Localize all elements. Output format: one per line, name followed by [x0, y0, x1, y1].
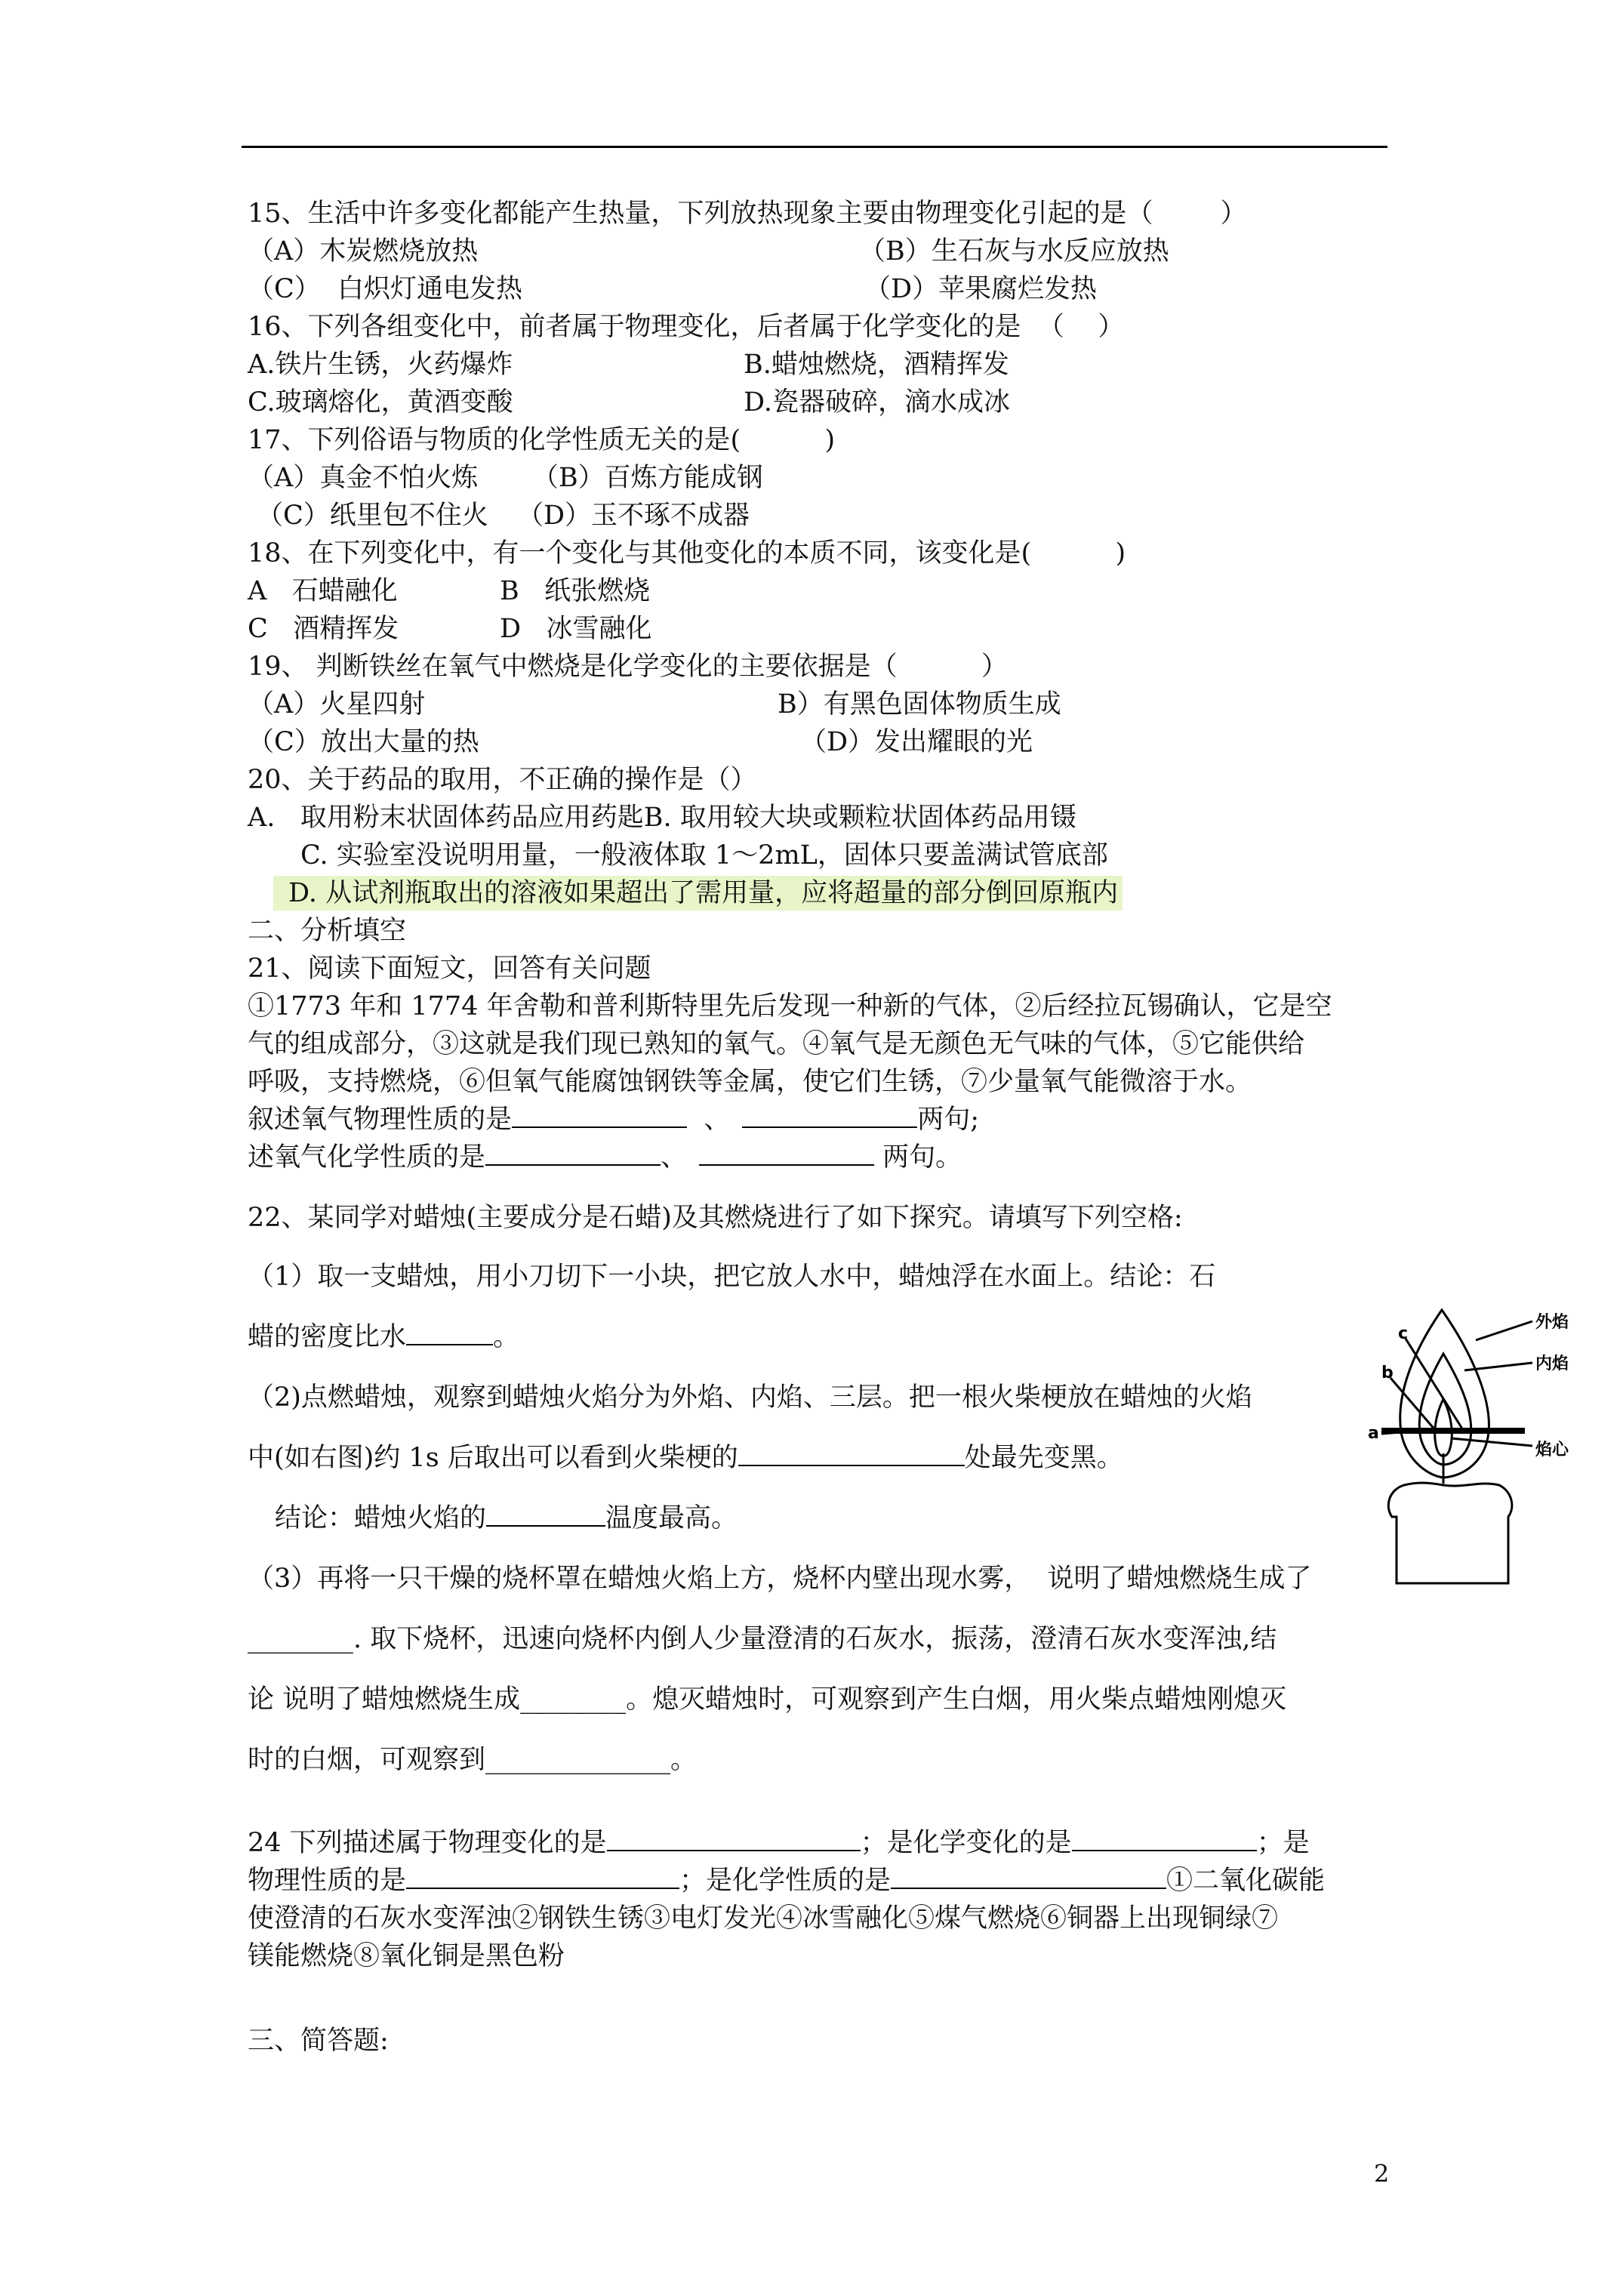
section-3-title: 三、简答题:: [248, 2026, 389, 2056]
q22-step2-line2: 中(如右图)约 1s 后取出可以看到火柴梗的 处最先变黑。: [248, 1441, 1123, 1475]
q21-passage-line-2: 气的组成部分，③这就是我们现已熟知的氧气。④氧气是无颜色无气味的气体，⑤它能供给: [248, 1029, 1305, 1059]
q16-option-c: C.玻璃熔化，黄酒变酸: [248, 387, 513, 418]
answer-blank[interactable]: [738, 1441, 965, 1466]
q22-stem: 22、某同学对蜡烛(主要成分是石蜡)及其燃烧进行了如下探究。请填写下列空格:: [248, 1203, 1183, 1233]
label-b: b: [1381, 1364, 1394, 1382]
q17-option-d: （D）玉不琢不成器: [517, 501, 750, 531]
answer-blank[interactable]: [607, 1826, 861, 1851]
q19-option-d: （D）发出耀眼的光: [800, 727, 1033, 757]
leader-b: [1390, 1378, 1436, 1431]
q22-step3-line2: ________. 取下烧杯，迅速向烧杯内倒人少量澄清的石灰水，振荡，澄清石灰水变浑浊,结: [248, 1624, 1277, 1654]
answer-blank[interactable]: [406, 1863, 679, 1889]
q18-option-c: C 酒精挥发: [248, 614, 399, 644]
matchstick: [1381, 1428, 1525, 1434]
label-outer-flame: 外焰: [1535, 1313, 1569, 1332]
q22-step3-line3: 论 说明了蜡烛燃烧生成________。熄灭蜡烛时，可观察到产生白烟，用火柴点蜡烛刚熄灭: [248, 1684, 1287, 1715]
q15-option-c: （C） 白炽灯通电发热: [248, 274, 523, 304]
candle-body: [1388, 1483, 1512, 1583]
q20-option-ab: A. 取用粉末状固体药品应用药匙B. 取用较大块或颗粒状固体药品用镊: [248, 803, 1076, 833]
q15-option-a: （A）木炭燃烧放热: [248, 236, 479, 267]
q18-option-a: A 石蜡融化: [248, 576, 398, 606]
answer-blank[interactable]: [512, 1102, 687, 1128]
q24-line-4: 镁能燃烧⑧氧化铜是黑色粉: [248, 1941, 565, 1971]
q22-step1-line2: 蜡的密度比水 。: [248, 1320, 519, 1354]
q15-option-b: （B）生石灰与水反应放热: [859, 236, 1169, 267]
outer-flame-outline: [1400, 1310, 1489, 1478]
q21-fill-chemical: 述氧气化学性质的是 、 两句。: [248, 1140, 962, 1175]
q21-passage-line-3: 呼吸，支持燃烧，⑥但氧气能腐蚀钢铁等金属，使它们生锈，⑦少量氧气能微溶于水。: [248, 1067, 1252, 1097]
answer-blank[interactable]: [486, 1501, 605, 1527]
q24-line-2: 物理性质的是 ；是化学性质的是 ①二氧化碳能: [248, 1863, 1325, 1898]
answer-blank[interactable]: [891, 1863, 1166, 1889]
leader-c: [1406, 1339, 1464, 1432]
label-c: c: [1398, 1324, 1409, 1343]
candle-flame-figure: [1351, 1257, 1608, 1589]
q22-step2-conclusion: 结论：蜡烛火焰的 温度最高。: [275, 1501, 738, 1536]
q16-stem: 16、下列各组变化中，前者属于物理变化，后者属于化学变化的是 （ ）: [248, 312, 1125, 342]
q17-option-c: （C）纸里包不住火: [257, 501, 488, 531]
answer-blank[interactable]: [699, 1140, 874, 1166]
q24-line-3: 使澄清的石灰水变浑浊②钢铁生锈③电灯发光④冰雪融化⑤煤气燃烧⑥铜器上出现铜绿⑦: [248, 1903, 1279, 1934]
q22-step3-line1: （3）再将一只干燥的烧杯罩在蜡烛火焰上方，烧杯内壁出现水雾， 说明了蜡烛燃烧生成了: [248, 1564, 1312, 1594]
q15-stem: 15、生活中许多变化都能产生热量，下列放热现象主要由物理变化引起的是（ ）: [248, 199, 1247, 229]
inner-flame-outline: [1419, 1354, 1471, 1465]
label-inner-flame: 内焰: [1535, 1354, 1569, 1373]
q20-option-d: D. 从试剂瓶取出的溶液如果超出了需用量，应将超量的部分倒回原瓶内: [273, 876, 1123, 911]
q18-option-b: B 纸张燃烧: [500, 576, 651, 606]
page-number: 2: [1374, 2159, 1390, 2188]
q17-option-a: （A）真金不怕火炼: [248, 463, 479, 493]
answer-blank[interactable]: [742, 1102, 917, 1128]
answer-blank[interactable]: [485, 1140, 661, 1166]
q19-stem: 19、 判断铁丝在氧气中燃烧是化学变化的主要依据是（ ）: [248, 652, 1008, 682]
q19-option-a: （A）火星四射: [248, 689, 426, 720]
q20-option-c: C. 实验室没说明用量，一般液体取 1～2mL，固体只要盖满试管底部: [300, 840, 1108, 871]
q22-step3-line4: 时的白烟，可观察到______________。: [248, 1745, 698, 1775]
answer-blank[interactable]: [1072, 1826, 1257, 1851]
section-2-title: 二、分析填空: [248, 916, 407, 946]
q16-option-d: D.瓷器破碎，滴水成冰: [744, 387, 1010, 418]
header-rule: [242, 146, 1387, 148]
q24-line-1: 24 下列描述属于物理变化的是 ；是化学变化的是 ；是: [248, 1826, 1310, 1860]
label-a: a: [1368, 1424, 1379, 1443]
q21-passage-line-1: ①1773 年和 1774 年舍勒和普利斯特里先后发现一种新的气体，②后经拉瓦锡确认，它是空: [248, 991, 1332, 1022]
q18-option-d: D 冰雪融化: [500, 614, 652, 644]
q21-fill-physical: 叙述氧气物理性质的是 、 两句;: [248, 1102, 979, 1137]
q19-option-b: B）有黑色固体物质生成: [778, 689, 1061, 720]
leader-core: [1451, 1438, 1532, 1446]
label-flame-core: 焰心: [1535, 1441, 1569, 1459]
q17-option-b: （B）百炼方能成钢: [532, 463, 763, 493]
q16-option-b: B.蜡烛燃烧，酒精挥发: [744, 350, 1009, 380]
q19-option-c: （C）放出大量的热: [248, 727, 479, 757]
q16-option-a: A.铁片生锈，火药爆炸: [248, 350, 513, 380]
answer-blank[interactable]: [406, 1320, 493, 1345]
q17-stem: 17、下列俗语与物质的化学性质无关的是( ): [248, 425, 836, 455]
q15-option-d: （D）苹果腐烂发热: [864, 274, 1098, 304]
q22-step1-line1: （1）取一支蜡烛，用小刀切下一小块，把它放人水中，蜡烛浮在水面上。结论：石: [248, 1262, 1216, 1292]
q21-stem: 21、阅读下面短文，回答有关问题: [248, 954, 651, 984]
q22-step2-line1: （2)点燃蜡烛，观察到蜡烛火焰分为外焰、内焰、三层。把一根火柴梗放在蜡烛的火焰: [248, 1382, 1252, 1413]
q18-stem: 18、在下列变化中，有一个变化与其他变化的本质不同，该变化是( ): [248, 538, 1126, 569]
q20-stem: 20、关于药品的取用，不正确的操作是（）: [248, 765, 757, 795]
leader-outer: [1476, 1321, 1532, 1340]
